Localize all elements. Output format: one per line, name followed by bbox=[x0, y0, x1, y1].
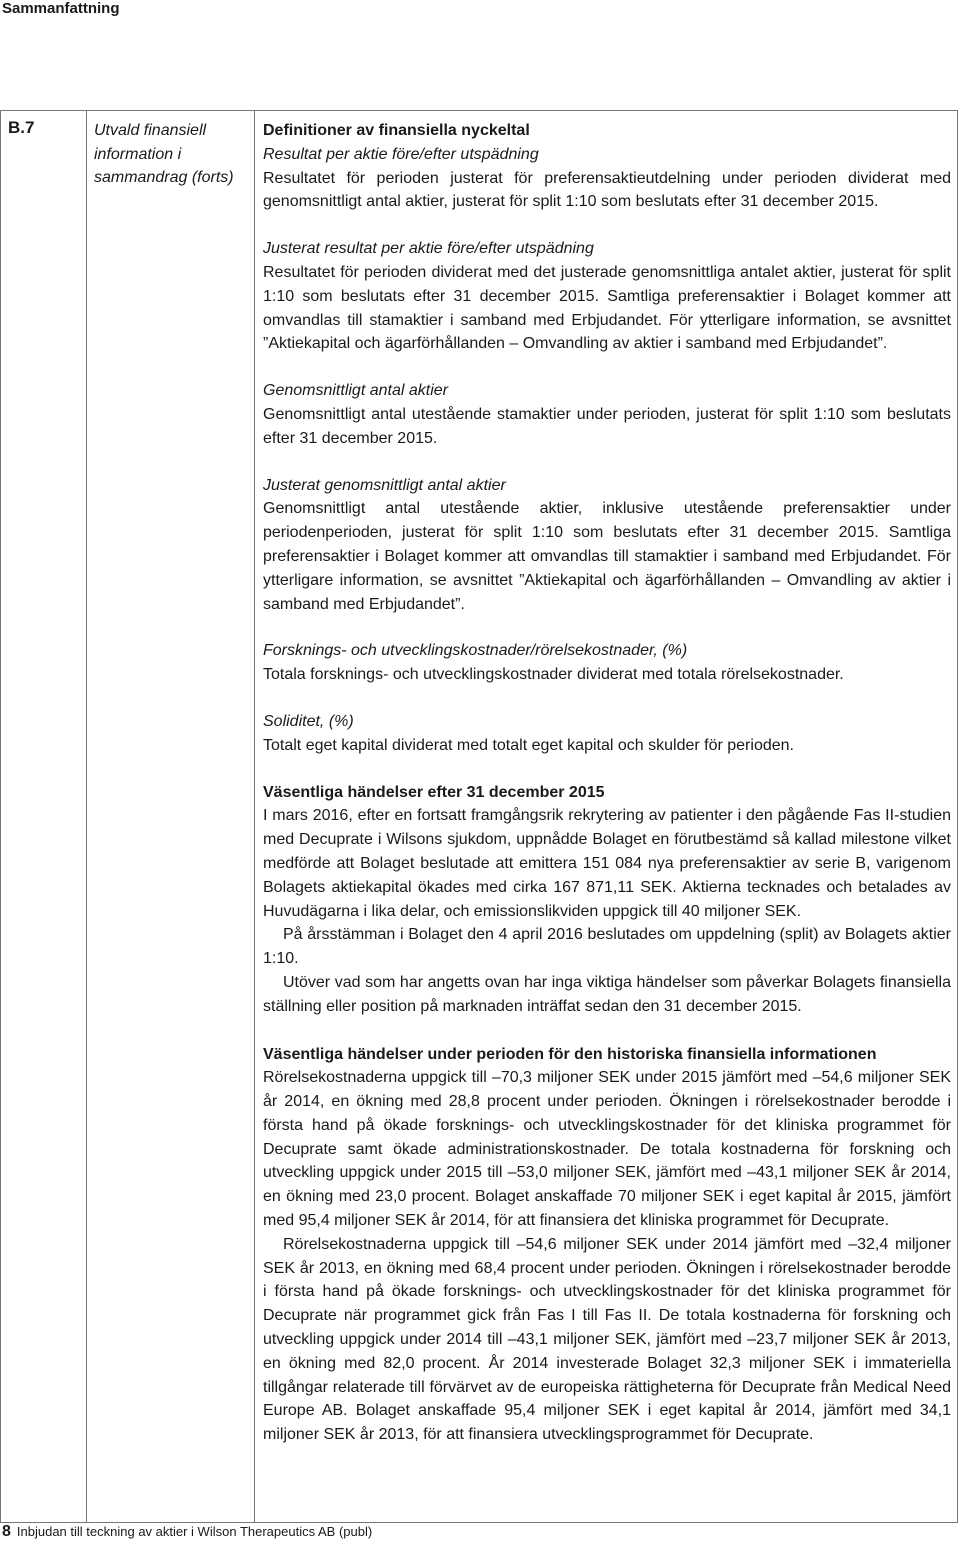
rd-title: Forsknings- och utvecklingskostnader/rörelsekostnader, (%) bbox=[263, 642, 688, 660]
page-header-title: Sammanfattning bbox=[2, 0, 120, 17]
adj-avg-shares-title: Justerat genomsnittligt antal aktier bbox=[263, 476, 506, 494]
item-content bbox=[263, 119, 951, 1470]
page-number: 8 bbox=[2, 1523, 11, 1540]
item-code: B.7 bbox=[8, 118, 35, 137]
column-divider bbox=[254, 110, 255, 1523]
rd-text: Totala forsknings- och utvecklingskostnader dividerat med totala rörelsekostnader. bbox=[263, 666, 844, 684]
events-paragraph: I mars 2016, efter en fortsatt framgångsrik rekrytering av patienter i den pågående Fas II-studien med Decuprate i Wilsons sjukdom, uppnådde Bolaget en förutbestämd så kallad milestone vilket medförde att Bolaget beslutade att emittera 151 084 nya preferensaktier av serie B, varigenom Bolagets aktiekapital ökades med cirka 167 871,11 SEK. Aktierna tecknades och betalades av Huvudägarna i lika delar, och emissionslikviden uppgick till 40 miljoner SEK. bbox=[263, 807, 951, 920]
page-footer bbox=[2, 1523, 372, 1541]
hist-paragraph: Rörelsekostnaderna uppgick till –70,3 miljoner SEK under 2015 jämfört med –54,6 miljoner SEK år 2014, en ökning med 28,8 procent under perioden. Ökningen i rörelsekostnader berodde i första hand på ökade forsknings- och utvecklingskostnader för det kliniska programmet för Decuprate samt ökade administrationskostnader. De totala kostnaderna för forskning och utveckling uppgick under 2015 till –53,0 miljoner SEK, jämfört med –43,1 miljoner SEK år 2014, en ökning med 23,0 procent. Bolaget anskaffade 70 miljoner SEK i eget kapital år 2015, jämfört med 95,4 miljoner SEK år 2014, för att finansiera det kliniska programmet för Decuprate. bbox=[263, 1069, 951, 1230]
adj-avg-shares-text: Genomsnittligt antal utestående aktier, inklusive utestående preferensaktier under periodenperioden, justerat för split 1:10 som beslutats efter 31 december 2015. Samtliga preferensaktier i Bolaget kommer att omvandlas till stamaktier i samband med Erbjudandet. För ytterligare information, se avsnittet ”Aktiekapital och ägarförhållanden – Omvandling av aktier i samband med Erbjudandet”. bbox=[263, 500, 951, 613]
avg-shares-text: Genomsnittligt antal utestående stamaktier under perioden, justerat för split 1:10 som beslutats efter 31 december 2015. bbox=[263, 405, 951, 447]
avg-shares-title: Genomsnittligt antal aktier bbox=[263, 382, 448, 400]
definitions-heading: Definitioner av finansiella nyckeltal bbox=[263, 122, 530, 139]
events-heading: Väsentliga händelser efter 31 december 2015 bbox=[263, 783, 605, 801]
column-divider bbox=[86, 110, 87, 1523]
hist-paragraph: Rörelsekostnaderna uppgick till –54,6 miljoner SEK under 2014 jämfört med –32,4 miljoner SEK år 2013, en ökning med 68,4 procent under perioden. Ökningen i rörelsekostnader berodde i första hand på ökade forsknings- och utvecklingskostnader för det kliniska programmet för Decuprate när programmet gick från Fas I till Fas II. De totala kostnaderna för forskning och utveckling uppgick under 2014 till –43,1 miljoner SEK, jämfört med –23,7 miljoner SEK år 2013, en ökning med 82,0 procent. År 2014 investerade Bolaget 32,3 miljoner SEK i immateriella tillgångar relaterade till förvärvet av de europeiska rättigheterna för Decuprate från Medical Need Europe AB. Bolaget anskaffade 95,4 miljoner SEK i eget kapital år 2014, jämfört med 34,1 miljoner SEK år 2013, för att finansiera utvecklingsprogrammet för Decuprate. bbox=[263, 1235, 951, 1444]
events-paragraph: På årsstämman i Bolaget den 4 april 2016 beslutades om uppdelning (split) av Bolagets aktier 1:10. bbox=[263, 926, 951, 968]
solidity-text: Totalt eget kapital dividerat med totalt eget kapital och skulder för perioden. bbox=[263, 736, 794, 754]
item-topic: Utvald finansiell information i sammandrag (forts) bbox=[94, 122, 234, 186]
footer-text: Inbjudan till teckning av aktier i Wilson Therapeutics AB (publ) bbox=[16, 1524, 373, 1539]
events-paragraph: Utöver vad som har angetts ovan har inga viktiga händelser som påverkar Bolagets finansiella ställning eller position på marknaden inträffat sedan den 31 december 2015. bbox=[263, 973, 951, 1015]
hist-heading: Väsentliga händelser under perioden för den historiska finansiella informationen bbox=[263, 1045, 877, 1063]
adj-eps-text: Resultatet för perioden dividerat med det justerade genomsnittliga antalet aktier, justerat för split 1:10 som beslutats efter 31 december 2015. Samtliga preferensaktier i Bolaget kommer att omvandlas till stamaktier i samband med Erbjudandet. För ytterligare information, se avsnittet ”Aktiekapital och ägarförhållanden – Omvandling av aktier i samband med Erbjudandet”. bbox=[263, 263, 951, 353]
solidity-title: Soliditet, (%) bbox=[263, 712, 354, 730]
adj-eps-title: Justerat resultat per aktie före/efter utspädning bbox=[263, 240, 594, 258]
eps-text: Resultatet för perioden justerat för preferensaktieutdelning under perioden dividerat med genomsnittligt antal aktier, justerat för split 1:10 som beslutats efter 31 december 2015. bbox=[263, 169, 951, 211]
eps-title: Resultat per aktie före/efter utspädning bbox=[263, 145, 539, 163]
